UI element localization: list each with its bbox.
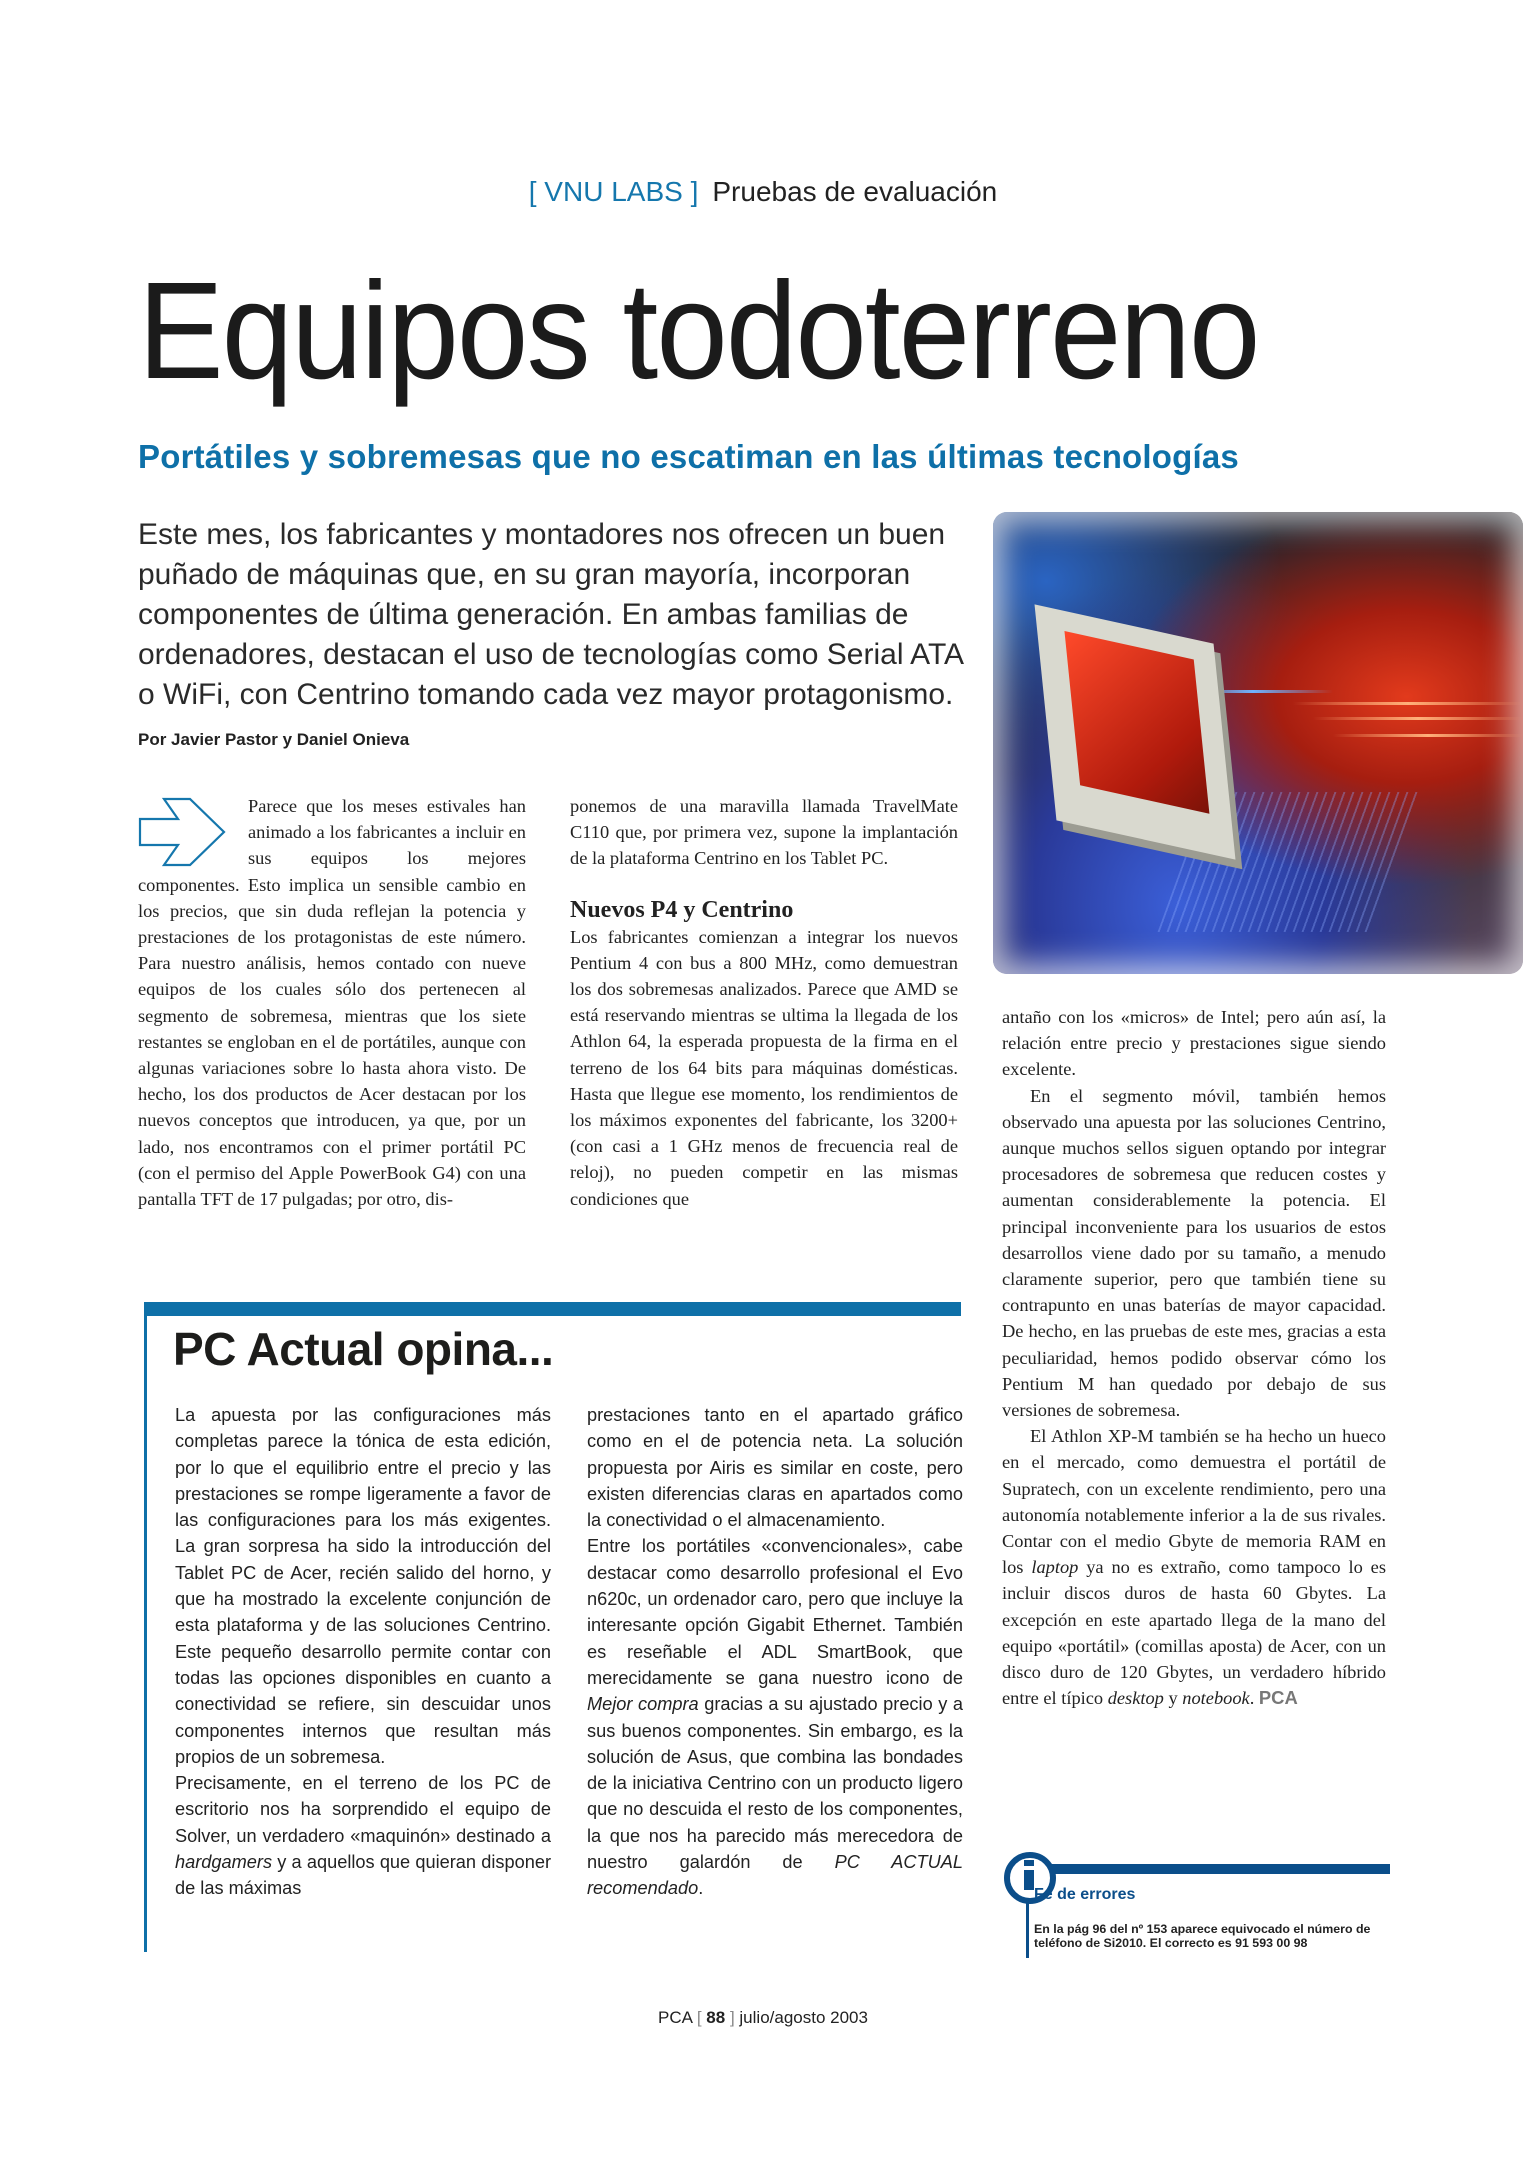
opinion-paragraph-3: prestaciones tanto en el apartado gráfico como en el de potencia neta. La solución propuesta por Airis es similar en coste, pero existen diferencias claras en apartados como la conectividad o el almacenamiento. <box>587 1405 963 1531</box>
page-number: 88 <box>706 2008 726 2027</box>
errata-bar <box>1050 1864 1390 1874</box>
opinion-column-2 <box>587 1402 963 1902</box>
opinion-paragraph-2: Precisamente, en el terreno de los PC de escritorio nos ha sorprendido el equipo de Solver, un verdadero «maquinón» destinado a hardgamers y a aquellos que quieran disponer de las máximas <box>175 1773 551 1899</box>
opinion-box <box>144 1302 961 1952</box>
errata-text: En la pág 96 del nº 153 aparece equivocado el número de teléfono de Si2010. El correcto es 91 593 00 98 <box>1034 1922 1371 1950</box>
arrow-right-icon <box>138 797 228 867</box>
section-name: Pruebas de evaluación <box>712 176 998 207</box>
monitor-graphic <box>1035 604 1236 859</box>
issue-date: julio/agosto 2003 <box>739 2008 868 2027</box>
opinion-heading: PC Actual opina... <box>173 1323 554 1375</box>
column-3-paragraph-2: En el segmento móvil, también hemos observado una apuesta por las soluciones Centrino, aunque muchos sellos siguen optando por integrar procesadores de sobremesa que reducen costes y aumentan considerablemente la potencia. El principal inconveniente para los usuarios de estos desarrollos viene dado por su tamaño, a menudo claramente superior, pero que también tiene su contrapunto en unas baterías de mayor capacidad. De hecho, en las pruebas de este mes, gracias a esta peculiaridad, hemos podido observar cómo los Pentium M han quedado por debajo de sus versiones de sobremesa. <box>1002 1085 1386 1421</box>
opinion-paragraph-4: Entre los portátiles «convencionales», cabe destacar como desarrollo profesional el Evo n620c, un ordenador caro, pero que incluye la interesante opción Gigabit Ethernet. También es reseñable el ADL SmartBook, que merecidamente se gana nuestro icono de Mejor compra gracias a su ajustado precio y a sus buenos componentes. Sin embargo, es la solución de Asus, que combina las bondades de la iniciativa Centrino con un producto ligero que no descuida el resto de los componentes, la que nos ha parecido más merecedora de nuestro galardón de PC ACTUAL recomendado. <box>587 1536 963 1899</box>
article-subtitle: Portátiles y sobremesas que no escatiman en las últimas tecnologías <box>138 438 1239 475</box>
opinion-paragraph-1: La apuesta por las configuraciones más completas parece la tónica de esta edición, por lo que el equilibrio entre el precio y las prestaciones se rompe ligeramente a favor de las configuraciones para los más exigentes. La gran sorpresa ha sido la introducción del Tablet PC de Acer, recién salido del horno, y que ha mostrado la excelente conjunción de esta plataforma y de las soluciones Centrino. Este pequeño desarrollo permite contar con todas las opciones disponibles en cuanto a conectividad se refiere, sin descuidar unos componentes internos que resultan más propios de un sobremesa. <box>175 1405 551 1767</box>
column-3-paragraph-1: antaño con los «micros» de Intel; pero aún así, la relación entre precio y prestaciones sigue siendo excelente. <box>1002 1007 1386 1080</box>
article-column-2 <box>570 793 958 1212</box>
article-column-3 <box>1002 1004 1386 1711</box>
article-lead: Este mes, los fabricantes y montadores nos ofrecen un buen puñado de máquinas que, en su gran mayoría, incorporan componentes de última generación. En ambas familias de ordenadores, destacan el uso de tecnologías como Serial ATA o WiFi, con Centrino tomando cada vez mayor protagonismo. <box>138 518 963 711</box>
article-column-1 <box>138 793 526 1212</box>
column-3-paragraph-3: El Athlon XP-M también se ha hecho un hueco en el mercado, como demuestra el portátil de Supratech, con un excelente rendimiento, pero una autonomía notablemente inferior a la de sus rivales. Contar con el medio Gbyte de memoria RAM en los laptop ya no es extraño, como tampoco lo es incluir discos duros de hasta 60 Gbytes. La excepción en este apartado llega de la mano del equipo «portátil» (comillas aposta) de Acer, con un disco duro de 120 Gbytes, un verdadero híbrido entre el típico desktop y notebook. PCA <box>1002 1426 1386 1709</box>
errata-box <box>1004 1852 1390 1962</box>
column-2-intro: ponemos de una maravilla llamada TravelMate C110 que, por primera vez, supone la implantación de la plataforma Centrino en los Tablet PC. <box>570 796 958 869</box>
column-1-text: Parece que los meses estivales han animado a los fabricantes a incluir en sus equipos los mejores componentes. Esto implica un sensible cambio en los precios, que sin duda reflejan la potencia y prestaciones de los protagonistas de este número. Para nuestro análisis, hemos contado con nueve equipos de los cuales sólo dos pertenecen al segmento de sobremesa, mientras que los siete restantes se engloban en el de portátiles, aunque con algunas variaciones sobre lo hasta ahora visto. De hecho, los dos productos de Acer destacan por los nuevos conceptos que introducen, ya que, por un lado, nos encontramos con el primer portátil PC (con el permiso del Apple PowerBook G4) con una pantalla TFT de 17 pulgadas; por otro, dis- <box>138 796 526 1210</box>
section-brand: [ VNU LABS ] <box>528 176 699 207</box>
hero-illustration <box>993 512 1523 974</box>
opinion-top-bar <box>144 1302 961 1316</box>
signoff: PCA <box>1258 1687 1298 1709</box>
errata-heading: Fe de errores <box>1034 1886 1136 1903</box>
opinion-column-1 <box>175 1402 551 1902</box>
page-footer: PCA [ 88 ] julio/agosto 2003 <box>658 2008 868 2027</box>
column-2-body: Los fabricantes comienzan a integrar los nuevos Pentium 4 con bus a 800 MHz, como demuestran los dos sobremesas analizados. Parece que AMD se está reservando mientras se ultima la llegada de los Athlon 64, la esperada propuesta de la firma en el terreno de los 64 bits para máquinas domésticas. Hasta que llegue ese momento, los rendimientos de los máximos exponentes del fabricante, los 3200+ (con casi a 1 GHz menos de frecuencia real de reloj), no pueden competir en las mismas condiciones que <box>570 926 958 1209</box>
section-heading: Nuevos P4 y Centrino <box>570 896 794 923</box>
article-byline: Por Javier Pastor y Daniel Onieva <box>138 730 410 749</box>
section-tag <box>0 176 1526 208</box>
footer-publication: PCA <box>658 2008 693 2027</box>
article-title: Equipos todoterreno <box>138 254 1259 408</box>
